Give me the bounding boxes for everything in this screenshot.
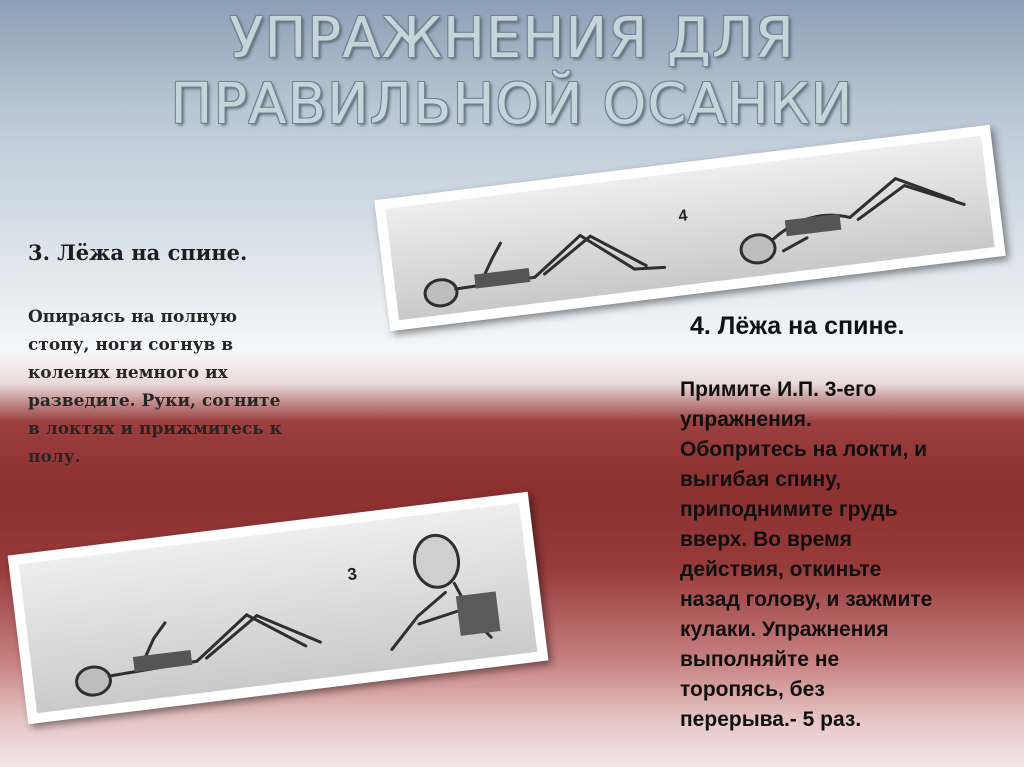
figure-3-number: 3 xyxy=(346,564,359,585)
slide-title xyxy=(0,6,1024,138)
exercise-3-heading: 3. Лёжа на спине. xyxy=(28,240,248,265)
title-line-2: ПРАВИЛЬНОЙ ОСАНКИ xyxy=(170,72,854,137)
title-line-1: УПРАЖНЕНИЯ ДЛЯ xyxy=(229,6,795,71)
figure-4-number: 4 xyxy=(677,207,689,226)
exercise-4-description: Примите И.П. 3-его упражнения. Обопритесь на локти, и выгибая спину, приподнимите грудь вверх. Во время действия, откиньте назад голову, и зажмите кулаки. Упражнения выполняйте не торопясь, без перерыва.- 5 раз. xyxy=(680,378,933,731)
exercise-3-illustration xyxy=(8,492,549,725)
exercise-4-illustration xyxy=(374,125,1005,332)
exercise-4-drawing xyxy=(374,125,1005,332)
exercise-3-description: Опираясь на полную стопу, ноги согнув в коленях немного их разведите. Руки, согните в локтях и прижмитесь к полу. xyxy=(28,307,282,467)
exercise-3-drawing xyxy=(8,492,549,725)
exercise-4-heading: 4. Лёжа на спине. xyxy=(690,312,905,340)
